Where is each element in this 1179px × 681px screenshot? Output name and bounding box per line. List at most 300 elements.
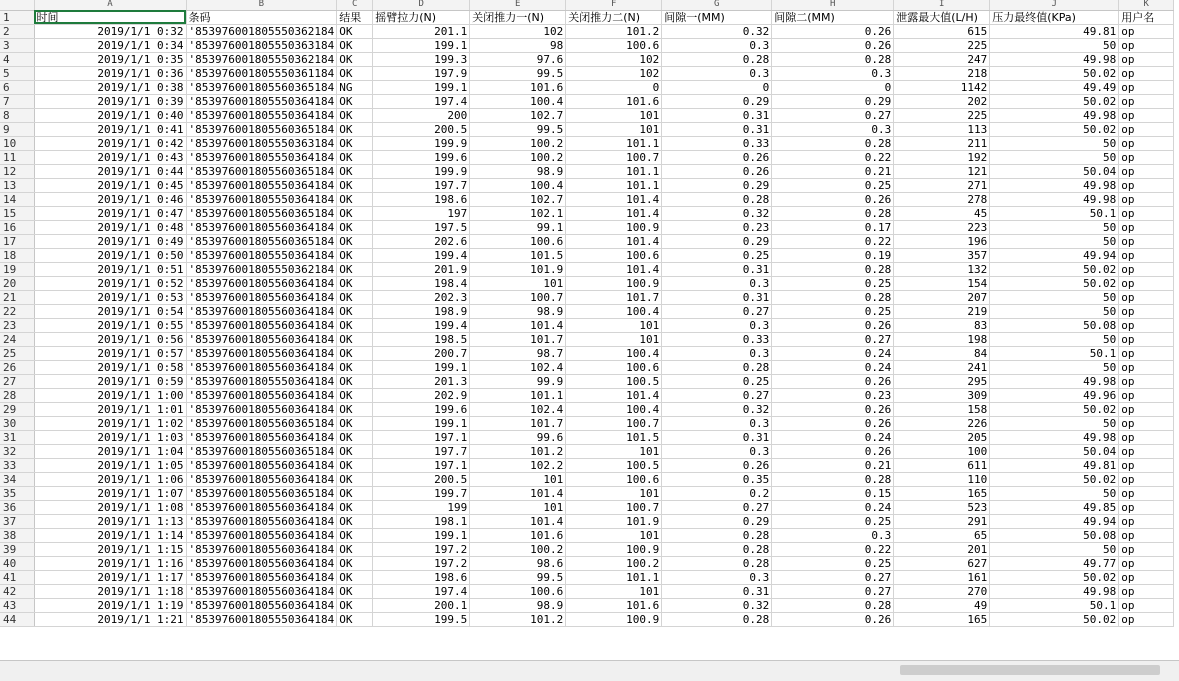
data-cell[interactable]: 49.81 <box>990 458 1119 472</box>
row-number[interactable]: 25 <box>0 346 34 360</box>
data-cell[interactable]: 100.6 <box>470 234 566 248</box>
data-cell[interactable]: OK <box>337 178 373 192</box>
column-title-cell[interactable]: 间隙一(MM) <box>662 10 772 24</box>
data-cell[interactable]: op <box>1119 318 1174 332</box>
data-cell[interactable]: 101.4 <box>566 192 662 206</box>
data-cell[interactable]: 270 <box>894 584 990 598</box>
data-cell[interactable]: 225 <box>894 108 990 122</box>
data-cell[interactable]: 199.1 <box>373 360 470 374</box>
column-title-cell[interactable]: 关闭推力一(N) <box>470 10 566 24</box>
data-cell[interactable]: 199.1 <box>373 528 470 542</box>
data-cell[interactable]: 197.9 <box>373 66 470 80</box>
data-cell[interactable]: 50 <box>990 304 1119 318</box>
data-cell[interactable]: 0.29 <box>662 234 772 248</box>
data-cell[interactable]: 2019/1/1 0:56 <box>34 332 186 346</box>
data-cell[interactable]: 205 <box>894 430 990 444</box>
data-cell[interactable]: '853976001805560364184 <box>186 220 337 234</box>
data-cell[interactable]: 197.7 <box>373 444 470 458</box>
data-cell[interactable]: OK <box>337 444 373 458</box>
data-cell[interactable]: 83 <box>894 318 990 332</box>
data-cell[interactable]: 100.4 <box>566 346 662 360</box>
data-cell[interactable]: 201.1 <box>373 24 470 38</box>
data-cell[interactable]: 165 <box>894 486 990 500</box>
data-cell[interactable]: 49.98 <box>990 178 1119 192</box>
data-cell[interactable]: OK <box>337 318 373 332</box>
data-cell[interactable]: '853976001805560364184 <box>186 304 337 318</box>
data-cell[interactable]: 0.3 <box>662 346 772 360</box>
data-cell[interactable]: 49.98 <box>990 430 1119 444</box>
data-cell[interactable]: 101.4 <box>470 318 566 332</box>
data-cell[interactable]: 0.32 <box>662 24 772 38</box>
data-cell[interactable]: 0.31 <box>662 290 772 304</box>
data-cell[interactable]: '853976001805560364184 <box>186 276 337 290</box>
data-cell[interactable]: 101.1 <box>566 136 662 150</box>
data-cell[interactable]: 2019/1/1 1:13 <box>34 514 186 528</box>
data-cell[interactable]: '853976001805560365184 <box>186 206 337 220</box>
data-cell[interactable]: 0.26 <box>662 164 772 178</box>
data-cell[interactable]: 0.33 <box>662 136 772 150</box>
data-cell[interactable]: 100.2 <box>470 150 566 164</box>
data-cell[interactable]: NG <box>337 80 373 94</box>
data-cell[interactable]: 192 <box>894 150 990 164</box>
data-cell[interactable]: 50.1 <box>990 206 1119 220</box>
row-number[interactable]: 29 <box>0 402 34 416</box>
data-cell[interactable]: 101.4 <box>566 234 662 248</box>
data-cell[interactable]: 99.1 <box>470 220 566 234</box>
data-cell[interactable]: 0.26 <box>772 38 894 52</box>
data-cell[interactable]: 101.2 <box>470 612 566 626</box>
data-cell[interactable]: 49.98 <box>990 374 1119 388</box>
column-title-cell[interactable]: 摇臂拉力(N) <box>373 10 470 24</box>
data-cell[interactable]: 197 <box>373 206 470 220</box>
data-cell[interactable]: 0.26 <box>772 612 894 626</box>
data-cell[interactable]: '853976001805550363184 <box>186 136 337 150</box>
data-cell[interactable]: 101 <box>470 276 566 290</box>
row-number[interactable]: 10 <box>0 136 34 150</box>
data-cell[interactable]: 200.5 <box>373 122 470 136</box>
data-cell[interactable]: 50.02 <box>990 276 1119 290</box>
data-cell[interactable]: 0.33 <box>662 332 772 346</box>
data-cell[interactable]: 0.21 <box>772 458 894 472</box>
data-cell[interactable]: 2019/1/1 0:47 <box>34 206 186 220</box>
row-number[interactable]: 39 <box>0 542 34 556</box>
data-cell[interactable]: 200.5 <box>373 472 470 486</box>
data-cell[interactable]: OK <box>337 402 373 416</box>
data-cell[interactable]: 50.02 <box>990 570 1119 584</box>
data-cell[interactable]: '853976001805560364184 <box>186 500 337 514</box>
data-cell[interactable]: 200.7 <box>373 346 470 360</box>
data-cell[interactable]: 100 <box>894 444 990 458</box>
data-cell[interactable]: 49.98 <box>990 584 1119 598</box>
data-cell[interactable]: 50.02 <box>990 402 1119 416</box>
data-cell[interactable]: '853976001805550364184 <box>186 248 337 262</box>
row-number[interactable]: 13 <box>0 178 34 192</box>
data-cell[interactable]: 2019/1/1 0:55 <box>34 318 186 332</box>
data-cell[interactable]: 199.9 <box>373 136 470 150</box>
data-cell[interactable]: OK <box>337 108 373 122</box>
data-cell[interactable]: 100.2 <box>470 136 566 150</box>
row-number[interactable]: 1 <box>0 10 34 24</box>
data-cell[interactable]: 100.9 <box>566 276 662 290</box>
data-cell[interactable]: OK <box>337 360 373 374</box>
row-number[interactable]: 17 <box>0 234 34 248</box>
row-number[interactable]: 23 <box>0 318 34 332</box>
data-cell[interactable]: 101.9 <box>470 262 566 276</box>
data-cell[interactable]: 100.7 <box>566 416 662 430</box>
data-cell[interactable]: OK <box>337 528 373 542</box>
row-number[interactable]: 34 <box>0 472 34 486</box>
data-cell[interactable]: 197.4 <box>373 584 470 598</box>
data-cell[interactable]: OK <box>337 24 373 38</box>
data-cell[interactable]: 2019/1/1 0:44 <box>34 164 186 178</box>
data-cell[interactable]: 202 <box>894 94 990 108</box>
data-cell[interactable]: 98 <box>470 38 566 52</box>
data-cell[interactable]: 101.6 <box>566 598 662 612</box>
data-cell[interactable]: op <box>1119 234 1174 248</box>
data-cell[interactable]: 50.02 <box>990 472 1119 486</box>
column-header-g[interactable]: G <box>662 0 772 10</box>
data-cell[interactable]: 198.6 <box>373 192 470 206</box>
data-cell[interactable]: 50 <box>990 220 1119 234</box>
data-cell[interactable]: 0.24 <box>772 360 894 374</box>
data-cell[interactable]: 101.6 <box>470 80 566 94</box>
data-cell[interactable]: 100.9 <box>566 220 662 234</box>
data-cell[interactable]: 271 <box>894 178 990 192</box>
data-cell[interactable]: '853976001805560364184 <box>186 458 337 472</box>
row-number[interactable]: 5 <box>0 66 34 80</box>
data-cell[interactable]: 197.4 <box>373 94 470 108</box>
data-cell[interactable]: 0.24 <box>772 430 894 444</box>
data-cell[interactable]: 102.7 <box>470 192 566 206</box>
data-cell[interactable]: OK <box>337 514 373 528</box>
data-cell[interactable]: 207 <box>894 290 990 304</box>
data-cell[interactable]: 291 <box>894 514 990 528</box>
data-cell[interactable]: 200 <box>373 108 470 122</box>
data-cell[interactable]: 2019/1/1 1:19 <box>34 598 186 612</box>
data-cell[interactable]: op <box>1119 66 1174 80</box>
column-header-e[interactable]: E <box>470 0 566 10</box>
data-cell[interactable]: '853976001805560364184 <box>186 472 337 486</box>
column-header-k[interactable]: K <box>1119 0 1174 10</box>
data-cell[interactable]: 196 <box>894 234 990 248</box>
data-cell[interactable]: 0.27 <box>662 388 772 402</box>
data-cell[interactable]: op <box>1119 430 1174 444</box>
data-cell[interactable]: 199.5 <box>373 612 470 626</box>
data-cell[interactable]: 84 <box>894 346 990 360</box>
data-cell[interactable]: 0.3 <box>772 122 894 136</box>
data-cell[interactable]: 100.6 <box>566 472 662 486</box>
data-cell[interactable]: 50.08 <box>990 318 1119 332</box>
data-cell[interactable]: op <box>1119 136 1174 150</box>
data-cell[interactable]: OK <box>337 612 373 626</box>
data-cell[interactable]: OK <box>337 346 373 360</box>
data-cell[interactable]: 154 <box>894 276 990 290</box>
data-cell[interactable]: op <box>1119 584 1174 598</box>
data-cell[interactable]: 2019/1/1 0:49 <box>34 234 186 248</box>
data-cell[interactable]: '853976001805550364184 <box>186 178 337 192</box>
data-cell[interactable]: 0.22 <box>772 150 894 164</box>
data-cell[interactable]: 50.04 <box>990 164 1119 178</box>
data-cell[interactable]: 0.26 <box>772 402 894 416</box>
data-cell[interactable]: op <box>1119 388 1174 402</box>
data-cell[interactable]: op <box>1119 164 1174 178</box>
data-cell[interactable]: OK <box>337 472 373 486</box>
data-cell[interactable]: 0.3 <box>662 444 772 458</box>
data-cell[interactable]: 101.9 <box>566 514 662 528</box>
data-cell[interactable]: '853976001805560364184 <box>186 332 337 346</box>
data-cell[interactable]: 197.2 <box>373 542 470 556</box>
data-cell[interactable]: 226 <box>894 416 990 430</box>
column-title-cell[interactable]: 关闭推力二(N) <box>566 10 662 24</box>
column-title-cell[interactable]: 条码 <box>186 10 337 24</box>
data-cell[interactable]: OK <box>337 598 373 612</box>
data-cell[interactable]: 0.23 <box>772 388 894 402</box>
data-cell[interactable]: 100.6 <box>566 38 662 52</box>
data-cell[interactable]: 50 <box>990 290 1119 304</box>
data-cell[interactable]: 0.3 <box>772 66 894 80</box>
data-cell[interactable]: 309 <box>894 388 990 402</box>
data-cell[interactable]: '853976001805560364184 <box>186 598 337 612</box>
data-cell[interactable]: 100.4 <box>470 94 566 108</box>
data-cell[interactable]: 0.31 <box>662 584 772 598</box>
data-cell[interactable]: 2019/1/1 0:32 <box>34 24 186 38</box>
data-cell[interactable]: 0.19 <box>772 248 894 262</box>
data-cell[interactable]: '853976001805560364184 <box>186 290 337 304</box>
data-cell[interactable]: '853976001805560364184 <box>186 584 337 598</box>
data-cell[interactable]: 50.02 <box>990 262 1119 276</box>
data-cell[interactable]: 102.4 <box>470 402 566 416</box>
data-cell[interactable]: 50.1 <box>990 346 1119 360</box>
data-cell[interactable]: 0.31 <box>662 430 772 444</box>
data-cell[interactable]: '853976001805550364184 <box>186 94 337 108</box>
data-cell[interactable]: 0.3 <box>662 318 772 332</box>
data-cell[interactable]: '853976001805560364184 <box>186 402 337 416</box>
data-cell[interactable]: OK <box>337 164 373 178</box>
data-cell[interactable]: 199.4 <box>373 248 470 262</box>
data-cell[interactable]: OK <box>337 206 373 220</box>
row-number[interactable]: 32 <box>0 444 34 458</box>
data-cell[interactable]: 2019/1/1 0:52 <box>34 276 186 290</box>
data-cell[interactable]: 101.1 <box>566 178 662 192</box>
data-cell[interactable]: 101.5 <box>566 430 662 444</box>
data-cell[interactable]: 101.4 <box>470 514 566 528</box>
data-cell[interactable]: 100.9 <box>566 542 662 556</box>
data-cell[interactable]: 101 <box>566 332 662 346</box>
data-cell[interactable]: 101.2 <box>566 24 662 38</box>
data-cell[interactable]: OK <box>337 500 373 514</box>
data-cell[interactable]: OK <box>337 94 373 108</box>
row-number[interactable]: 22 <box>0 304 34 318</box>
data-cell[interactable]: op <box>1119 220 1174 234</box>
data-cell[interactable]: 50 <box>990 150 1119 164</box>
row-number[interactable]: 4 <box>0 52 34 66</box>
data-cell[interactable]: 0.32 <box>662 598 772 612</box>
data-cell[interactable]: 0.25 <box>772 276 894 290</box>
data-cell[interactable]: 0.26 <box>662 150 772 164</box>
data-cell[interactable]: 100.2 <box>566 556 662 570</box>
data-cell[interactable]: 0.27 <box>772 108 894 122</box>
data-cell[interactable]: 0.28 <box>662 360 772 374</box>
row-number[interactable]: 16 <box>0 220 34 234</box>
data-cell[interactable]: 2019/1/1 0:41 <box>34 122 186 136</box>
row-number[interactable]: 33 <box>0 458 34 472</box>
data-cell[interactable]: OK <box>337 66 373 80</box>
row-number[interactable]: 12 <box>0 164 34 178</box>
data-cell[interactable]: '853976001805560365184 <box>186 234 337 248</box>
data-cell[interactable]: '853976001805560364184 <box>186 542 337 556</box>
data-cell[interactable]: 0.28 <box>772 136 894 150</box>
data-cell[interactable]: 2019/1/1 1:15 <box>34 542 186 556</box>
row-number[interactable]: 9 <box>0 122 34 136</box>
data-cell[interactable]: 2019/1/1 1:00 <box>34 388 186 402</box>
data-cell[interactable]: 0.24 <box>772 500 894 514</box>
data-cell[interactable]: 247 <box>894 52 990 66</box>
data-cell[interactable]: 0.28 <box>772 206 894 220</box>
data-cell[interactable]: 0.28 <box>662 542 772 556</box>
data-cell[interactable]: 0.28 <box>772 52 894 66</box>
row-number[interactable]: 27 <box>0 374 34 388</box>
data-cell[interactable]: op <box>1119 276 1174 290</box>
data-cell[interactable]: op <box>1119 360 1174 374</box>
data-cell[interactable]: 101.5 <box>470 248 566 262</box>
data-cell[interactable]: 0.27 <box>662 304 772 318</box>
data-cell[interactable]: '853976001805550362184 <box>186 24 337 38</box>
data-cell[interactable]: 0.28 <box>662 528 772 542</box>
data-cell[interactable]: op <box>1119 500 1174 514</box>
data-cell[interactable]: 219 <box>894 304 990 318</box>
data-cell[interactable]: op <box>1119 570 1174 584</box>
data-cell[interactable]: 102.2 <box>470 458 566 472</box>
data-cell[interactable]: op <box>1119 528 1174 542</box>
data-cell[interactable]: 101.4 <box>566 388 662 402</box>
data-cell[interactable]: 198.1 <box>373 514 470 528</box>
data-cell[interactable]: 199 <box>373 500 470 514</box>
data-cell[interactable]: 197.2 <box>373 556 470 570</box>
data-cell[interactable]: 98.6 <box>470 556 566 570</box>
data-cell[interactable]: 0.27 <box>772 332 894 346</box>
data-cell[interactable]: 0.3 <box>662 276 772 290</box>
data-cell[interactable]: OK <box>337 388 373 402</box>
data-cell[interactable]: 2019/1/1 0:48 <box>34 220 186 234</box>
column-header-j[interactable]: J <box>990 0 1119 10</box>
data-cell[interactable]: 2019/1/1 0:46 <box>34 192 186 206</box>
data-cell[interactable]: 202.9 <box>373 388 470 402</box>
data-cell[interactable]: op <box>1119 598 1174 612</box>
data-cell[interactable]: 199.7 <box>373 486 470 500</box>
data-cell[interactable]: 2019/1/1 1:02 <box>34 416 186 430</box>
data-cell[interactable]: 49.94 <box>990 248 1119 262</box>
data-cell[interactable]: 2019/1/1 0:59 <box>34 374 186 388</box>
data-cell[interactable]: 165 <box>894 612 990 626</box>
data-cell[interactable]: 101 <box>566 108 662 122</box>
data-cell[interactable]: 49.85 <box>990 500 1119 514</box>
data-cell[interactable]: 50 <box>990 332 1119 346</box>
data-cell[interactable]: 0.28 <box>772 472 894 486</box>
data-cell[interactable]: 50.08 <box>990 528 1119 542</box>
column-title-cell[interactable]: 用户名 <box>1119 10 1174 24</box>
data-cell[interactable]: 102 <box>470 24 566 38</box>
data-cell[interactable]: OK <box>337 458 373 472</box>
row-number[interactable]: 21 <box>0 290 34 304</box>
data-cell[interactable]: 99.9 <box>470 374 566 388</box>
data-cell[interactable]: 101.6 <box>470 528 566 542</box>
data-cell[interactable]: OK <box>337 542 373 556</box>
data-cell[interactable]: 100.7 <box>566 500 662 514</box>
data-cell[interactable]: 49.49 <box>990 80 1119 94</box>
data-cell[interactable]: 2019/1/1 0:36 <box>34 66 186 80</box>
data-cell[interactable]: 102 <box>566 66 662 80</box>
data-cell[interactable]: 100.4 <box>566 402 662 416</box>
data-cell[interactable]: 611 <box>894 458 990 472</box>
data-cell[interactable]: 101.4 <box>566 262 662 276</box>
data-cell[interactable]: 50 <box>990 234 1119 248</box>
data-cell[interactable]: op <box>1119 542 1174 556</box>
data-cell[interactable]: op <box>1119 304 1174 318</box>
data-cell[interactable]: '853976001805560364184 <box>186 318 337 332</box>
data-cell[interactable]: 100.7 <box>470 290 566 304</box>
row-number[interactable]: 40 <box>0 556 34 570</box>
data-cell[interactable]: 2019/1/1 1:05 <box>34 458 186 472</box>
column-header-d[interactable]: D <box>373 0 470 10</box>
data-cell[interactable]: '853976001805560365184 <box>186 416 337 430</box>
data-cell[interactable]: 0.3 <box>662 66 772 80</box>
data-cell[interactable]: 0.24 <box>772 346 894 360</box>
data-cell[interactable]: 199.1 <box>373 38 470 52</box>
data-cell[interactable]: 2019/1/1 0:53 <box>34 290 186 304</box>
data-cell[interactable]: op <box>1119 150 1174 164</box>
data-cell[interactable]: 100.4 <box>566 304 662 318</box>
data-cell[interactable]: 0.27 <box>662 500 772 514</box>
data-cell[interactable]: OK <box>337 136 373 150</box>
data-cell[interactable]: '853976001805560364184 <box>186 430 337 444</box>
data-cell[interactable]: 202.3 <box>373 290 470 304</box>
row-number[interactable]: 26 <box>0 360 34 374</box>
data-cell[interactable]: 0.29 <box>662 94 772 108</box>
data-cell[interactable]: 278 <box>894 192 990 206</box>
column-header-b[interactable]: B <box>186 0 337 10</box>
data-cell[interactable]: 2019/1/1 0:50 <box>34 248 186 262</box>
data-cell[interactable]: '853976001805560364184 <box>186 388 337 402</box>
data-cell[interactable]: op <box>1119 94 1174 108</box>
row-number[interactable]: 43 <box>0 598 34 612</box>
data-cell[interactable]: OK <box>337 234 373 248</box>
data-cell[interactable]: '853976001805560365184 <box>186 122 337 136</box>
data-cell[interactable]: 100.9 <box>566 612 662 626</box>
data-cell[interactable]: 49 <box>894 598 990 612</box>
data-cell[interactable]: 98.9 <box>470 304 566 318</box>
data-cell[interactable]: 199.9 <box>373 164 470 178</box>
data-cell[interactable]: 101.2 <box>470 444 566 458</box>
data-cell[interactable]: 0.29 <box>662 178 772 192</box>
data-cell[interactable]: 2019/1/1 0:51 <box>34 262 186 276</box>
data-cell[interactable]: 2019/1/1 0:42 <box>34 136 186 150</box>
horizontal-scrollbar[interactable] <box>900 665 1160 675</box>
column-header-i[interactable]: I <box>894 0 990 10</box>
data-cell[interactable]: OK <box>337 486 373 500</box>
data-cell[interactable]: 0.26 <box>772 192 894 206</box>
data-cell[interactable]: 0.28 <box>772 290 894 304</box>
data-cell[interactable]: 0.27 <box>772 584 894 598</box>
data-cell[interactable]: 49.81 <box>990 24 1119 38</box>
data-cell[interactable]: 197.1 <box>373 458 470 472</box>
data-cell[interactable]: 225 <box>894 38 990 52</box>
data-cell[interactable]: 0.28 <box>772 262 894 276</box>
data-cell[interactable]: '853976001805560365184 <box>186 164 337 178</box>
data-cell[interactable]: '853976001805550364184 <box>186 374 337 388</box>
data-cell[interactable]: 0.29 <box>662 514 772 528</box>
data-cell[interactable]: 295 <box>894 374 990 388</box>
column-header-h[interactable]: H <box>772 0 894 10</box>
